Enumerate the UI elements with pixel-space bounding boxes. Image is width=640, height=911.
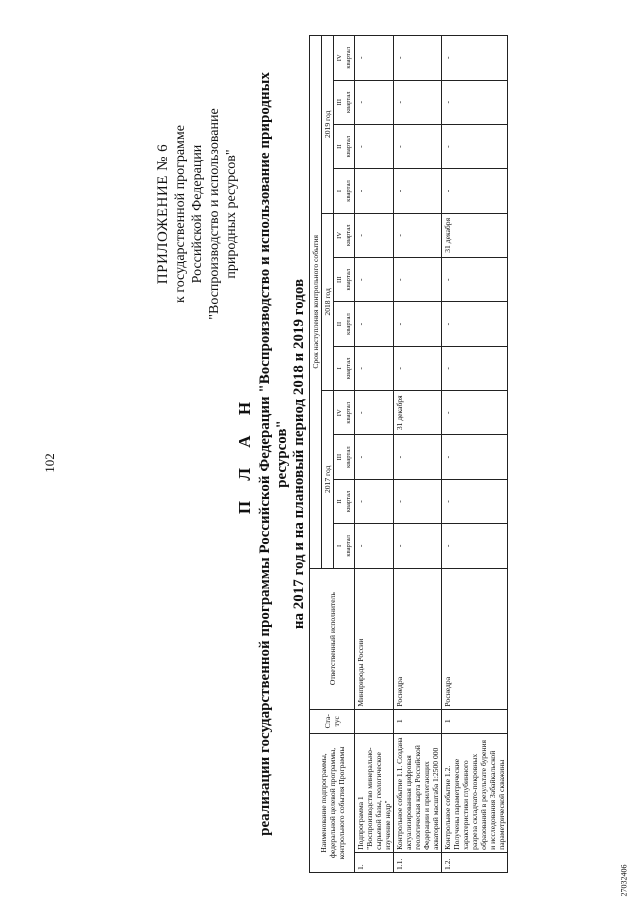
row-status: 1	[442, 709, 508, 733]
row-deadline-cell: -	[442, 435, 508, 479]
quarter-number: III	[336, 276, 343, 283]
row-deadline-cell: -	[394, 213, 442, 257]
appendix-title: ПРИЛОЖЕНИЕ № 6	[155, 143, 171, 285]
header-quarter	[334, 169, 355, 213]
plan-subtitle-line: реализации государственной программы Российской Федерации "Воспроизводство и использование природных ресурсов"	[257, 72, 290, 836]
row-deadline-cell: -	[394, 80, 442, 124]
row-deadline-cell: -	[355, 302, 394, 346]
row-deadline-cell: 31 декабря	[394, 391, 442, 435]
row-deadline-cell: -	[355, 435, 394, 479]
row-deadline-cell: -	[355, 346, 394, 390]
row-deadline-cell: -	[394, 479, 442, 523]
row-deadline-cell: -	[355, 391, 394, 435]
row-deadline-cell: -	[355, 36, 394, 81]
header-quarter	[334, 36, 355, 81]
table-row	[394, 36, 442, 873]
appendix-line: к государственной программе	[173, 125, 188, 303]
quarter-number: IV	[336, 54, 343, 62]
document-code: 27032406	[619, 864, 629, 897]
row-deadline-cell: -	[355, 213, 394, 257]
row-deadline-cell: -	[394, 302, 442, 346]
row-deadline-cell: -	[394, 124, 442, 168]
row-deadline-cell: -	[442, 169, 508, 213]
quarter-word: квартал	[345, 46, 352, 69]
header-quarter	[334, 80, 355, 124]
quarter-word: квартал	[345, 490, 352, 513]
header-quarter	[334, 524, 355, 568]
appendix-line: природных ресурсов"	[224, 149, 239, 279]
appendix-line: "Воспроизводство и использование	[207, 108, 222, 320]
row-deadline-cell: -	[355, 80, 394, 124]
row-deadline-cell: -	[394, 346, 442, 390]
table-row	[442, 36, 508, 873]
header-deadline: Срок наступления контрольного события	[310, 36, 322, 569]
row-deadline-cell: -	[442, 302, 508, 346]
quarter-word: квартал	[345, 313, 352, 335]
row-name: Контрольное событие 1.2. Получены параметрические характеристики глубинного разреза складчато-покровных образований в результате бурения и исследования Забайкальской параметрической скважины	[442, 733, 508, 852]
plan-title: П Л А Н	[235, 393, 254, 515]
row-deadline-cell: 31 декабря	[442, 213, 508, 257]
quarter-number: III	[336, 453, 343, 461]
quarter-number: III	[336, 98, 343, 106]
row-deadline-cell: -	[355, 258, 394, 302]
table-row	[355, 36, 394, 873]
row-deadline-cell: -	[394, 258, 442, 302]
row-deadline-cell: -	[394, 36, 442, 81]
row-name: Подпрограмма 1 "Воспроизводство минерально-сырьевой базы, геологическое изучение недр"	[355, 733, 394, 852]
row-deadline-cell: -	[355, 479, 394, 523]
row-executor: Роснедра	[442, 568, 508, 709]
row-status: 1	[394, 709, 442, 733]
row-status	[355, 709, 394, 733]
plan-sheet	[149, 29, 629, 879]
quarter-number: IV	[336, 409, 343, 417]
header-quarter	[334, 302, 355, 346]
header-quarter	[334, 346, 355, 390]
row-number: 1.2.	[442, 852, 508, 872]
quarter-number: I	[336, 367, 343, 370]
row-deadline-cell: -	[355, 169, 394, 213]
quarter-number: II	[336, 499, 343, 504]
header-quarter	[334, 435, 355, 479]
row-deadline-cell: -	[394, 524, 442, 568]
row-deadline-cell: -	[355, 524, 394, 568]
quarter-word: квартал	[345, 357, 352, 380]
plan-subtitle-line: на 2017 год и на плановый период 2018 и 2019 годов	[291, 278, 307, 630]
plan-subtitle	[257, 69, 308, 839]
row-number: 1.1.	[394, 852, 442, 872]
row-deadline-cell: -	[442, 346, 508, 390]
header-quarter	[334, 479, 355, 523]
quarter-word: квартал	[345, 180, 352, 202]
quarter-number: II	[336, 321, 343, 327]
plan-table	[309, 35, 508, 873]
row-executor: Минприроды России	[355, 568, 394, 709]
header-quarter	[334, 258, 355, 302]
quarter-word: квартал	[345, 268, 352, 291]
header-status: Ста-тус	[310, 709, 355, 733]
row-deadline-cell: -	[355, 124, 394, 168]
row-executor: Роснедра	[394, 568, 442, 709]
header-executor: Ответственный исполнитель	[310, 568, 355, 709]
row-deadline-cell: -	[442, 124, 508, 168]
header-name: Наименование подпрограммы, федеральной целевой программы, контрольного события Программы	[310, 733, 355, 872]
appendix-header	[155, 49, 240, 379]
appendix-line: Российской Федерации	[190, 144, 205, 284]
quarter-word: квартал	[345, 535, 352, 557]
row-deadline-cell: -	[442, 524, 508, 568]
row-number: 1.	[355, 852, 394, 872]
quarter-word: квартал	[345, 224, 352, 247]
quarter-number: IV	[336, 231, 343, 239]
row-deadline-cell: -	[442, 36, 508, 81]
header-quarter	[334, 124, 355, 168]
header-year: 2019 год	[322, 36, 334, 214]
header-quarter	[334, 391, 355, 435]
row-name: Контрольное событие 1.1. Создана актуализированная цифровая геологическая карта Российской Федерации и прилегающих акваторий масштаба 1:2500 000	[394, 733, 442, 852]
header-year: 2018 год	[322, 213, 334, 390]
header-year: 2017 год	[322, 391, 334, 568]
quarter-word: квартал	[345, 446, 352, 468]
row-deadline-cell: -	[394, 169, 442, 213]
header-quarter	[334, 213, 355, 257]
row-deadline-cell: -	[442, 258, 508, 302]
quarter-number: II	[336, 144, 343, 149]
quarter-word: квартал	[345, 135, 352, 158]
page-number: 102	[42, 453, 57, 473]
quarter-number: I	[336, 544, 343, 547]
row-deadline-cell: -	[442, 391, 508, 435]
row-deadline-cell: -	[442, 479, 508, 523]
quarter-word: квартал	[345, 401, 352, 424]
row-deadline-cell: -	[394, 435, 442, 479]
quarter-number: I	[336, 189, 343, 193]
row-deadline-cell: -	[442, 80, 508, 124]
quarter-word: квартал	[345, 91, 352, 114]
